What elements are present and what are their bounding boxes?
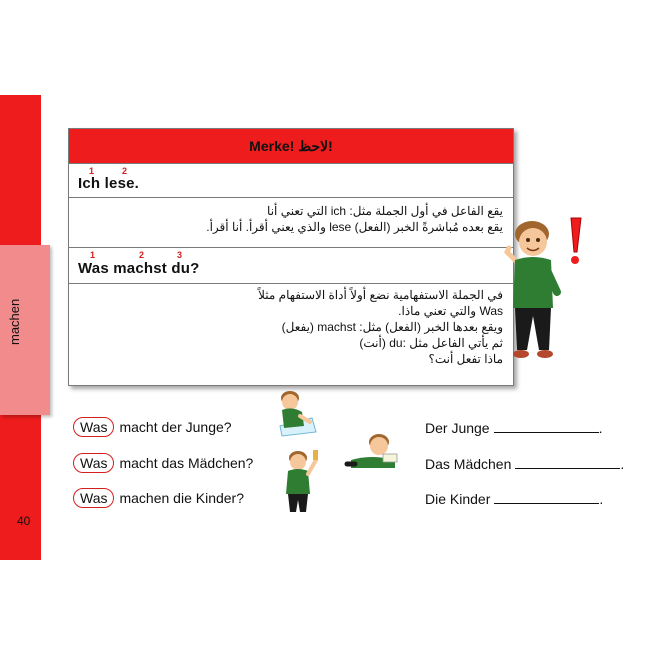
divider — [69, 247, 513, 248]
answer-blank[interactable] — [494, 419, 599, 433]
question-word-circled: Was — [73, 417, 114, 437]
sentence-word: Ich — [78, 175, 101, 192]
word-number: 2 — [139, 250, 145, 260]
explanation-line: ثم يأتي الفاعل مثل :du (أنت) — [359, 336, 503, 350]
answer-line-1 — [425, 419, 602, 436]
sentence-word: machst — [113, 260, 167, 277]
answer-blank[interactable] — [494, 490, 599, 504]
boy-eating-illustration — [282, 448, 322, 518]
question-text: macht der Junge? — [119, 419, 232, 435]
sentence-word: Was — [78, 260, 109, 277]
boy-lying-illustration — [345, 430, 401, 472]
exercise-question-3 — [73, 487, 244, 509]
boy-drawing-illustration — [272, 388, 318, 436]
explanation-2 — [258, 287, 503, 367]
question-word-circled: Was — [73, 488, 114, 508]
question-word-circled: Was — [73, 453, 114, 473]
divider — [69, 283, 513, 284]
answer-subject: Der Junge — [425, 420, 490, 436]
side-tab-label: machen — [7, 298, 22, 345]
sentence-word: du? — [171, 260, 200, 277]
answer-period: . — [598, 420, 603, 436]
question-text: macht das Mädchen? — [119, 455, 254, 471]
word-number: 1 — [90, 250, 96, 260]
answer-subject: Die Kinder — [425, 491, 491, 507]
rule-header: Merke! لاحظ! — [69, 129, 513, 163]
word-number: 1 — [89, 166, 95, 176]
answer-subject: Das Mädchen — [425, 456, 512, 472]
explanation-line: يقع بعده مُباشرةً الخبر (الفعل) lese والذي يعني أقرأ. أنا أقرأ. — [206, 220, 503, 234]
answer-period: . — [620, 456, 625, 472]
exercise-question-1 — [73, 416, 232, 438]
exercise-question-2 — [73, 452, 253, 474]
word-number: 3 — [177, 250, 183, 260]
explanation-line: ويقع بعدها الخبر (الفعل) مثل: machst (يفعل) — [281, 320, 503, 334]
example-sentence-1 — [78, 175, 139, 192]
boy-pointing-illustration — [505, 212, 585, 362]
divider — [69, 163, 513, 164]
explanation-line: يقع الفاعل في أول الجملة مثل: ich التي تعني أنا — [267, 204, 503, 218]
explanation-line: ماذا تفعل أنت؟ — [428, 352, 503, 366]
explanation-1 — [206, 203, 503, 235]
answer-line-3 — [425, 490, 603, 507]
grammar-rule-box — [68, 128, 514, 386]
question-text: machen die Kinder? — [119, 490, 245, 506]
explanation-line: في الجملة الاستفهامية نضع أولاً أداة الاستفهام مثلاً — [258, 288, 503, 302]
sentence-word: lese. — [104, 175, 140, 192]
answer-period: . — [599, 491, 604, 507]
example-sentence-2 — [78, 260, 199, 277]
explanation-line: Was والتي تعني ماذا. — [398, 304, 503, 318]
word-number: 2 — [122, 166, 128, 176]
answer-blank[interactable] — [515, 455, 620, 469]
page-number: 40 — [17, 514, 31, 528]
answer-line-2 — [425, 455, 624, 472]
divider — [69, 197, 513, 198]
